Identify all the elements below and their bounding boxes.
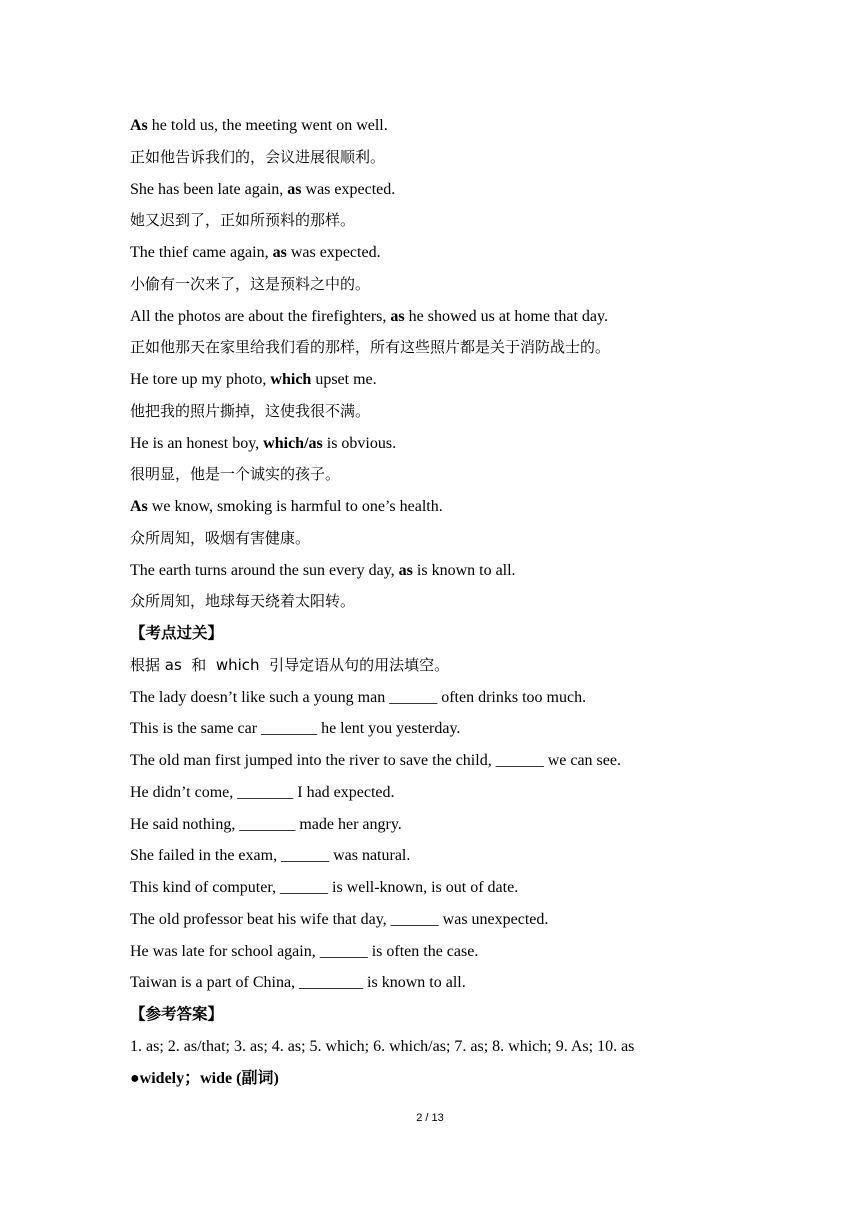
example-translation: 她又迟到了，正如所预料的那样。 [130,211,356,230]
exercise-item: Taiwan is a part of China, ________ is known to all. [130,974,466,992]
next-topic-heading: ●widely；wide (副词) [130,1069,279,1087]
answer-key: 1. as; 2. as/that; 3. as; 4. as; 5. which; 6. which/as; 7. as; 8. which; 9. As; 10. as [130,1037,635,1055]
example-translation: 正如他告诉我们的，会议进展很顺利。 [130,147,386,166]
exercise-item: This is the same car _______ he lent you yesterday. [130,720,461,738]
exercise-item: The lady doesn’t like such a young man ______ often drinks too much. [130,688,587,706]
example-sentence: She has been late again, as was expected. [130,180,396,198]
example-translation: 小偷有一次来了，这是预料之中的。 [130,274,371,293]
example-sentence: He tore up my photo, which upset me. [130,371,377,388]
example-sentence: All the photos are about the firefighters, as he showed us at home that day. [130,307,608,325]
example-translation: 正如他那天在家里给我们看的那样，所有这些照片都是关于消防战士的。 [130,338,611,357]
page-content [130,110,770,1094]
example-sentence: As he told us, the meeting went on well. [130,117,388,134]
example-sentence: As we know, smoking is harmful to one’s health. [130,498,443,515]
exercise-item: He didn’t come, _______ I had expected. [130,783,395,801]
example-sentence: The thief came again, as was expected. [130,244,381,261]
exercise-item: She failed in the exam, ______ was natural. [130,847,411,865]
exercise-item: This kind of computer, ______ is well-known, is out of date. [130,879,519,896]
example-sentence: He is an honest boy, which/as is obvious. [130,434,397,452]
exercise-item: The old professor beat his wife that day, ______ was unexpected. [130,910,549,928]
example-translation: 众所周知，吸烟有害健康。 [130,528,311,547]
exercise-instruction: 根据 as 和 which 引导定语从句的用法填空。 [130,655,450,674]
example-translation: 很明显，他是一个诚实的孩子。 [130,465,341,484]
answer-heading: 【参考答案】 [130,1005,224,1023]
example-translation: 众所周知，地球每天绕着太阳转。 [130,592,356,611]
exercise-heading: 【考点过关】 [130,624,224,642]
example-sentence: The earth turns around the sun every day, as is known to all. [130,561,516,579]
exercise-item: He was late for school again, ______ is often the case. [130,942,479,960]
example-translation: 他把我的照片撕掉，这使我很不满。 [130,401,371,420]
page-number: 2 / 13 [416,1112,444,1124]
exercise-item: The old man first jumped into the river to save the child, ______ we can see. [130,752,621,769]
exercise-item: He said nothing, _______ made her angry. [130,815,402,833]
